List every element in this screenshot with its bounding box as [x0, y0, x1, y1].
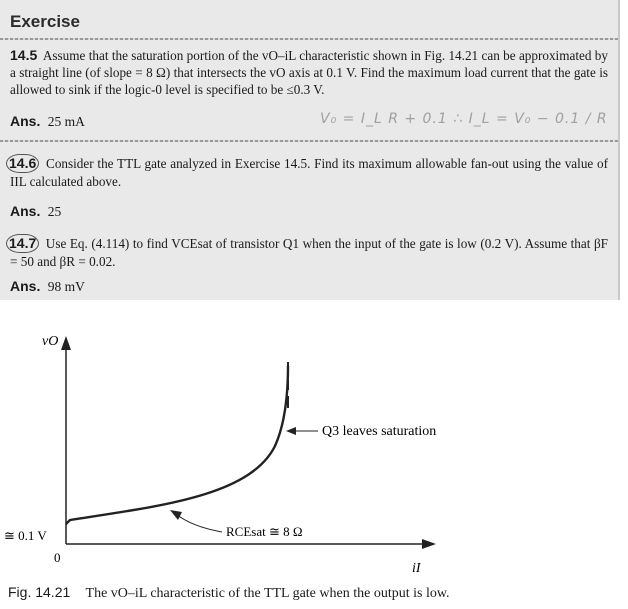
- q3-annotation: Q3 leaves saturation: [322, 424, 437, 439]
- exercise-number: 14.5: [10, 47, 38, 63]
- exercise-title: Exercise: [10, 12, 80, 31]
- title-rule: [0, 38, 618, 40]
- rce-arrowhead: [170, 510, 182, 520]
- exercise-text: Use Eq. (4.114) to find VCEsat of transistor Q1 when the input of the gate is low (0.2 V). Assume that βF = 50 and βR = 0.02.: [10, 236, 608, 269]
- exercise-number: 14.7: [6, 234, 39, 253]
- answer-label: Ans.: [10, 113, 41, 129]
- answer-14-5: [10, 113, 85, 130]
- exercise-box: [0, 0, 620, 300]
- x-axis-arrowhead: [422, 539, 436, 549]
- exercise-14-7: [10, 234, 608, 270]
- exercise-number: 14.6: [6, 154, 39, 173]
- divider-rule: [0, 140, 618, 142]
- exercise-14-5: [10, 47, 608, 98]
- rce-arrow-line: [176, 514, 222, 532]
- answer-value: 25 mA: [47, 114, 85, 129]
- characteristic-curve: [66, 366, 288, 524]
- origin-label: 0: [54, 550, 61, 565]
- vo-il-characteristic-figure: [0, 300, 628, 580]
- answer-14-6: [10, 203, 61, 220]
- answer-label: Ans.: [10, 278, 41, 294]
- answer-14-7: [10, 278, 85, 295]
- caption-text: The vO–iL characteristic of the TTL gate when the output is low.: [85, 586, 450, 601]
- answer-value: 25: [47, 204, 62, 219]
- y-axis-arrowhead: [61, 336, 71, 350]
- x-axis-label: iI: [412, 561, 421, 576]
- handwritten-note: V₀ = I_L R + 0.1 ∴ I_L = V₀ − 0.1 / R: [320, 111, 608, 127]
- exercise-14-6: [10, 154, 608, 190]
- y-axis-label: vO: [42, 334, 59, 349]
- exercise-text: Consider the TTL gate analyzed in Exercise 14.5. Find its maximum allowable fan-out using the value of IIL calculated above.: [10, 156, 609, 189]
- q3-arrowhead: [286, 427, 296, 435]
- caption-label: Fig. 14.21: [8, 584, 71, 600]
- y-tick-label: ≅ 0.1 V: [4, 528, 47, 543]
- answer-value: 98 mV: [47, 279, 85, 294]
- answer-label: Ans.: [10, 203, 41, 219]
- figure-caption: [8, 584, 450, 602]
- exercise-text: Assume that the saturation portion of the vO–iL characteristic shown in Fig. 14.21 can be approximated by a straight line (of slope = 8 Ω) that intersects the vO axis at 0.1 V. Find the maximum load current that the gate is allowed to sink if the logic-0 level is specified to be ≤0.3 V.: [10, 48, 608, 97]
- rce-annotation: RCEsat ≅ 8 Ω: [226, 524, 303, 539]
